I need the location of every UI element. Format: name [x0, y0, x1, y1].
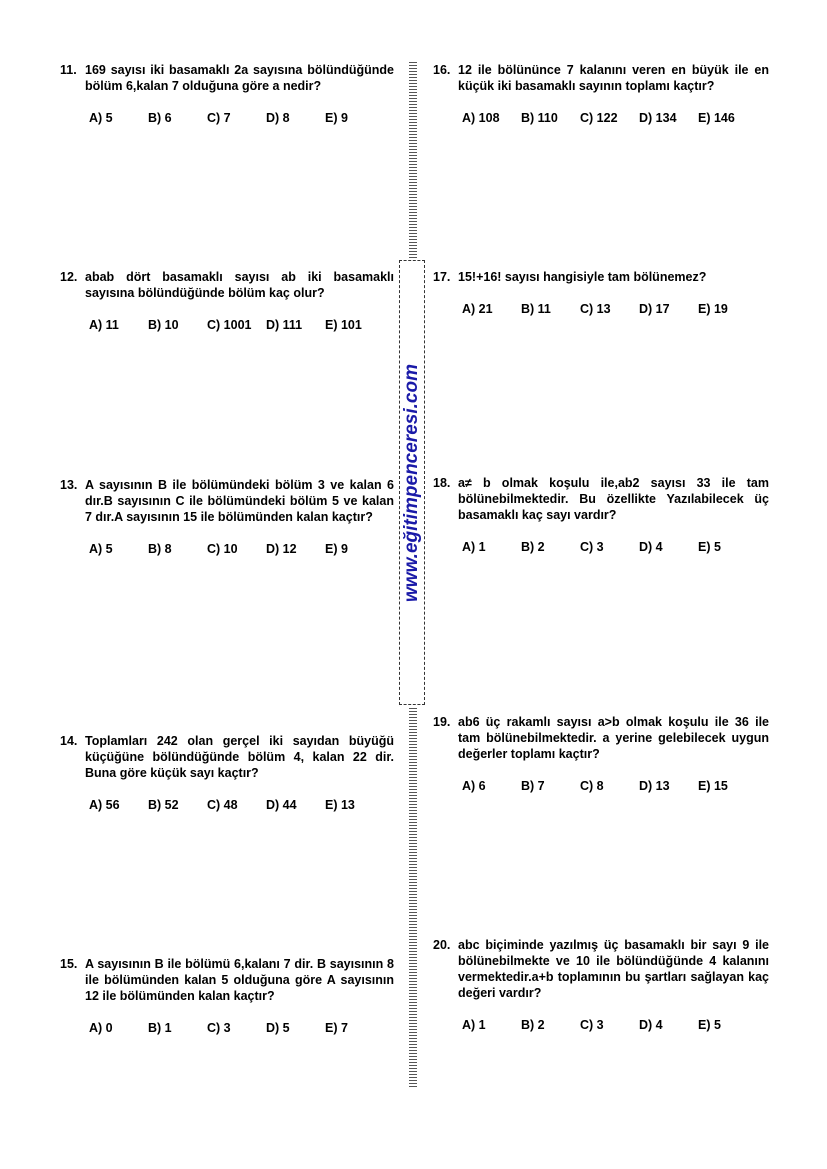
- question-text: abab dört basamaklı sayısı ab iki basamaklı sayısına bölündüğünde bölüm kaç olur?: [85, 270, 394, 300]
- column-divider-bottom: [409, 708, 417, 1089]
- option-b[interactable]: B) 7: [521, 779, 545, 793]
- question-text: abc biçiminde yazılmış üç basamaklı bir sayı 9 ile bölünebilmekte ve 10 ile bölündüğünde 4 kalanını vermektedir.a+b toplamının bu şartları sağlayan kaç değeri vardır?: [458, 938, 769, 1000]
- option-d[interactable]: D) 111: [266, 318, 303, 332]
- answer-options: [462, 1017, 769, 1033]
- option-c[interactable]: C) 10: [207, 542, 238, 556]
- question-text: 15!+16! sayısı hangisiyle tam bölünemez?: [458, 270, 707, 284]
- question-15: [60, 956, 394, 1036]
- question-14: [60, 733, 394, 813]
- question-number: 11.: [60, 63, 77, 77]
- option-a[interactable]: A) 21: [462, 302, 493, 316]
- question-13: [60, 477, 394, 557]
- option-d[interactable]: D) 4: [639, 540, 663, 554]
- option-d[interactable]: D) 134: [639, 111, 677, 125]
- option-b[interactable]: B) 6: [148, 111, 172, 125]
- question-number: 15.: [60, 957, 78, 971]
- option-d[interactable]: D) 12: [266, 542, 297, 556]
- option-d[interactable]: D) 44: [266, 798, 297, 812]
- option-c[interactable]: C) 7: [207, 111, 231, 125]
- question-number: 18.: [433, 476, 451, 490]
- option-e[interactable]: E) 9: [325, 111, 348, 125]
- option-a[interactable]: A) 0: [89, 1021, 113, 1035]
- option-b[interactable]: B) 8: [148, 542, 172, 556]
- option-e[interactable]: E) 13: [325, 798, 355, 812]
- option-e[interactable]: E) 101: [325, 318, 362, 332]
- option-c[interactable]: C) 3: [207, 1021, 231, 1035]
- option-e[interactable]: E) 15: [698, 779, 728, 793]
- option-b[interactable]: B) 11: [521, 302, 551, 316]
- option-d[interactable]: D) 4: [639, 1018, 663, 1032]
- question-number: 14.: [60, 734, 78, 748]
- answer-options: [89, 317, 394, 333]
- option-d[interactable]: D) 5: [266, 1021, 290, 1035]
- option-b[interactable]: B) 2: [521, 1018, 545, 1032]
- option-e[interactable]: E) 7: [325, 1021, 348, 1035]
- question-number: 12.: [60, 270, 78, 284]
- option-d[interactable]: D) 13: [639, 779, 670, 793]
- question-17: [433, 269, 769, 317]
- question-text: 12 ile bölününce 7 kalanını veren en büyük ile en küçük iki basamaklı sayının toplamı kaçtır?: [458, 63, 769, 93]
- option-a[interactable]: A) 5: [89, 111, 113, 125]
- answer-options: [89, 541, 394, 557]
- question-12: [60, 269, 394, 333]
- option-a[interactable]: A) 5: [89, 542, 113, 556]
- option-c[interactable]: C) 1001: [207, 318, 252, 332]
- option-b[interactable]: B) 2: [521, 540, 545, 554]
- question-number: 17.: [433, 270, 451, 284]
- option-d[interactable]: D) 17: [639, 302, 670, 316]
- option-a[interactable]: A) 6: [462, 779, 486, 793]
- answer-options: [89, 1020, 394, 1036]
- question-16: [433, 62, 769, 126]
- question-number: 19.: [433, 715, 451, 729]
- option-b[interactable]: B) 52: [148, 798, 179, 812]
- option-c[interactable]: C) 3: [580, 1018, 604, 1032]
- answer-options: [462, 778, 769, 794]
- answer-options: [89, 797, 394, 813]
- question-number: 20.: [433, 938, 451, 952]
- question-20: [433, 937, 769, 1033]
- option-b[interactable]: B) 10: [148, 318, 179, 332]
- answer-options: [462, 301, 769, 317]
- question-text: 169 sayısı iki basamaklı 2a sayısına bölündüğünde bölüm 6,kalan 7 olduğuna göre a nedir?: [85, 63, 394, 93]
- question-number: 16.: [433, 63, 451, 77]
- answer-options: [462, 539, 769, 555]
- option-c[interactable]: C) 8: [580, 779, 604, 793]
- column-divider-top: [409, 62, 417, 259]
- option-a[interactable]: A) 108: [462, 111, 500, 125]
- question-text: A sayısının B ile bölümündeki bölüm 3 ve kalan 6 dır.B sayısının C ile bölümündeki bölüm 5 ve kalan 7 dır.A sayısının 15 ile bölümünden kalan kaçtır?: [85, 478, 394, 524]
- question-number: 13.: [60, 478, 78, 492]
- option-c[interactable]: C) 13: [580, 302, 611, 316]
- question-text: Toplamları 242 olan gerçel iki sayıdan büyüğü küçüğüne bölündüğünde bölüm 4, kalan 22 dir. Buna göre küçük sayı kaçtır?: [85, 734, 394, 780]
- option-e[interactable]: E) 5: [698, 1018, 721, 1032]
- option-a[interactable]: A) 1: [462, 1018, 486, 1032]
- option-e[interactable]: E) 5: [698, 540, 721, 554]
- option-a[interactable]: A) 1: [462, 540, 486, 554]
- option-b[interactable]: B) 110: [521, 111, 558, 125]
- option-a[interactable]: A) 11: [89, 318, 119, 332]
- question-text: a≠ b olmak koşulu ile,ab2 sayısı 33 ile tam bölünebilmektedir. Bu özellikte Yazılabilecek üç basamaklı kaç sayı vardır?: [458, 476, 769, 522]
- option-a[interactable]: A) 56: [89, 798, 120, 812]
- answer-options: [89, 110, 394, 126]
- answer-options: [462, 110, 769, 126]
- option-c[interactable]: C) 122: [580, 111, 618, 125]
- option-c[interactable]: C) 3: [580, 540, 604, 554]
- option-e[interactable]: E) 9: [325, 542, 348, 556]
- question-19: [433, 714, 769, 794]
- option-e[interactable]: E) 146: [698, 111, 735, 125]
- question-text: A sayısının B ile bölümü 6,kalanı 7 dir. B sayısının 8 ile bölümünden kalan 5 olduğuna göre A sayısının 12 ile bölümünden kalan kaçtır?: [85, 957, 394, 1003]
- question-18: [433, 475, 769, 555]
- option-c[interactable]: C) 48: [207, 798, 238, 812]
- question-text: ab6 üç rakamlı sayısı a>b olmak koşulu ile 36 ile tam bölünebilmektedir. a yerine gelebilecek uygun değerler toplamı kaçtır?: [458, 715, 769, 761]
- option-b[interactable]: B) 1: [148, 1021, 172, 1035]
- option-d[interactable]: D) 8: [266, 111, 290, 125]
- option-e[interactable]: E) 19: [698, 302, 728, 316]
- website-url: www.eğitimpenceresi.com: [401, 364, 422, 602]
- question-11: [60, 62, 394, 126]
